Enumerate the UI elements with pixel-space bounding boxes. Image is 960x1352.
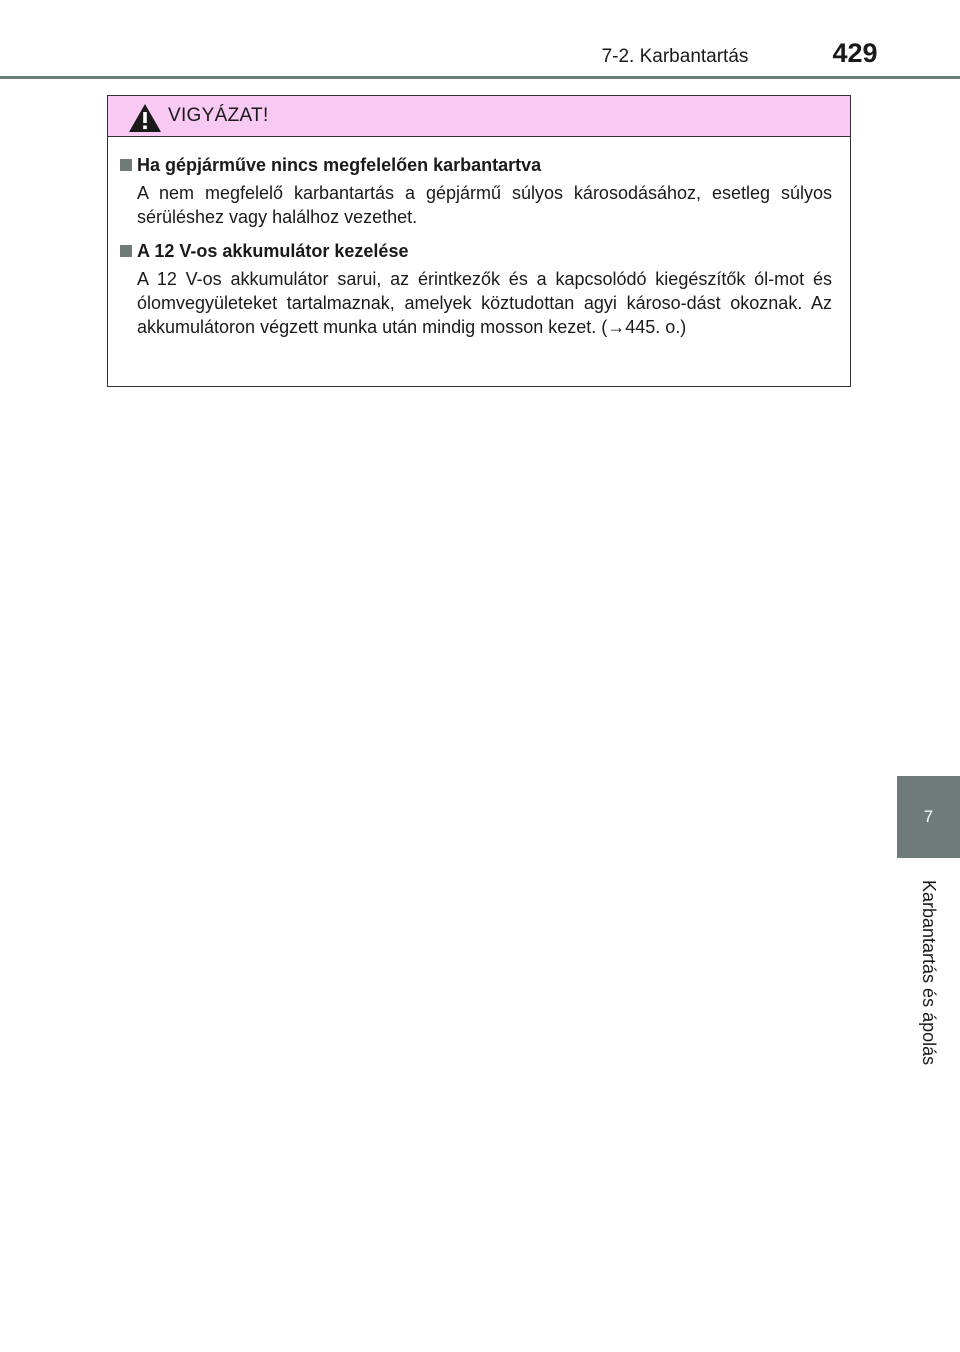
warning-item-heading: A 12 V-os akkumulátor kezelése <box>137 241 409 261</box>
warning-item-heading: Ha gépjárműve nincs megfelelően karbantartva <box>137 155 542 175</box>
square-bullet-icon <box>120 159 132 171</box>
warning-item <box>120 153 832 229</box>
section-title: 7-2. Karbantartás <box>601 46 749 67</box>
page-number: 429 <box>832 38 878 68</box>
chapter-number: 7 <box>923 807 934 826</box>
warning-header <box>108 96 850 137</box>
warning-title: VIGYÁZAT! <box>168 105 269 126</box>
square-bullet-icon <box>120 245 132 257</box>
chapter-label <box>897 868 960 1078</box>
warning-item <box>120 239 832 339</box>
warning-item-text: A nem megfelelő karbantartás a gépjármű súlyos károsodásához, esetleg súlyos sérüléshez vagy halálhoz vezethet. <box>137 183 832 227</box>
header-divider <box>0 76 960 79</box>
chapter-label-text: Karbantartás és ápolás <box>919 880 939 1066</box>
warning-item-text: A 12 V-os akkumulátor sarui, az érintkezők és a kapcsolódó kiegészítők ól-mot és ólomvegyületeket tartalmaznak, amelyek köztudottan agyi károso-dást okoznak. Az akkumulátoron végzett munka után mindig mosson kezet. (→445. o.) <box>137 269 832 337</box>
warning-triangle-icon <box>128 103 162 133</box>
chapter-tab <box>897 776 960 858</box>
page-header <box>0 0 960 80</box>
warning-box <box>107 95 851 387</box>
warning-body <box>108 137 850 339</box>
